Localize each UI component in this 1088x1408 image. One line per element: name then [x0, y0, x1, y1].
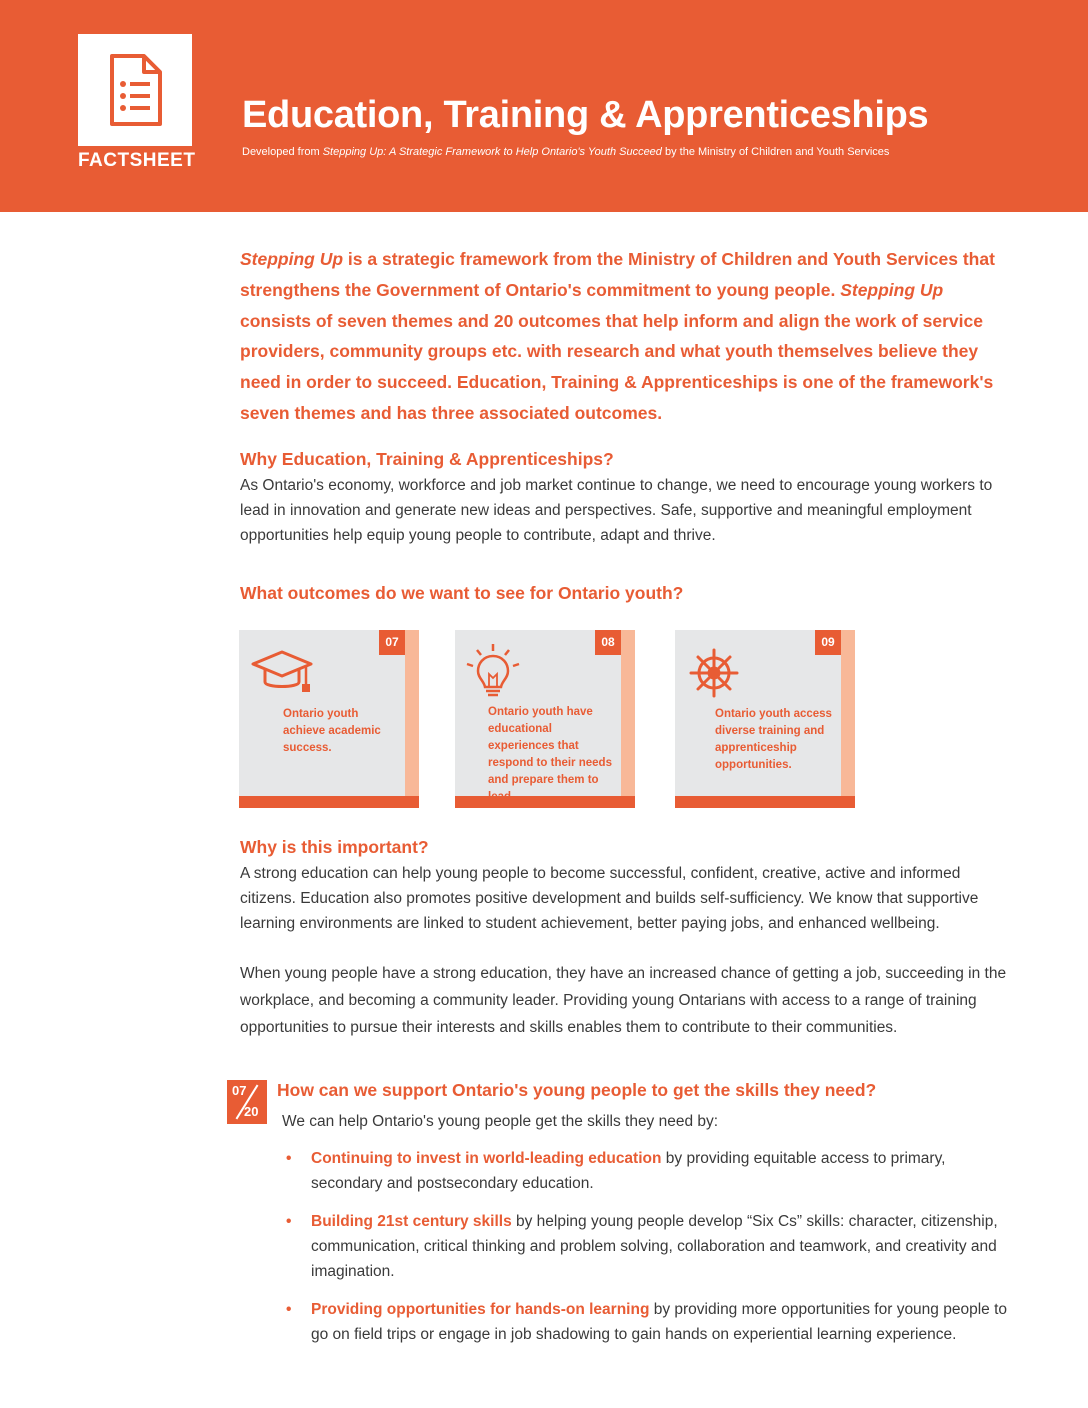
outcome-text: Ontario youth access diverse training and apprenticeship opportunities.	[715, 708, 832, 771]
card-base	[675, 796, 855, 808]
outcome-text: Ontario youth achieve academic success.	[283, 708, 381, 754]
document-list-icon	[108, 54, 162, 126]
card-edge	[405, 630, 419, 806]
outcome-count-badge: 07 20	[227, 1080, 267, 1124]
support-intro: We can help Ontario's young people get the skills they need by:	[282, 1113, 719, 1130]
lightbulb-icon	[463, 642, 523, 700]
card-edge	[841, 630, 855, 806]
important-paragraph-1: A strong education can help young people to become successful, confident, creative, active and informed citizens. Education also promotes positive development and builds self-sufficiency. We know that supportive learning environments are linked to student achievement, better paying jobs, and enhanced wellbeing.	[240, 865, 979, 932]
outcome-card-07	[239, 630, 405, 796]
intro-paragraph: Stepping Up is a strategic framework from the Ministry of Children and Youth Services that strengthens the Government of Ontario's commitment to young people. Stepping Up consists of seven themes and 20 outcomes that help inform and align the work of service providers, community groups etc. with research and what youth themselves believe they need in order to succeed. Education, Training & Apprenticeships is one of the framework's seven themes and has three associated outcomes.	[240, 249, 995, 423]
factsheet-logo	[78, 34, 192, 146]
important-heading: Why is this important?	[240, 837, 429, 857]
list-item: • Building 21st century skills by helping young people develop “Six Cs” skills: character, citizenship, communication, critical thinking and problem solving, collaboration and teamwork, and creativity and imagination.	[286, 1213, 998, 1280]
why-heading: Why Education, Training & Apprenticeships?	[240, 449, 614, 469]
factsheet-label: FACTSHEET	[78, 150, 196, 171]
important-paragraph-2: When young people have a strong education, they have an increased chance of getting a job, succeeding in the workplace, and becoming a community leader. Providing young Ontarians with access to a range of training opportunities to pursue their interests and skills enables them to contribute to their communities.	[240, 965, 1007, 1036]
card-edge	[621, 630, 635, 806]
outcome-number: 09	[815, 630, 841, 655]
list-item: • Providing opportunities for hands-on learning by providing more opportunities for young people to go on field trips or engage in job shadowing to gain hands on experiential learning experience.	[286, 1301, 1008, 1343]
outcome-card-09	[675, 630, 841, 796]
outcome-text: Ontario youth have educational experiences that respond to their needs and prepare them to lead.	[488, 706, 612, 803]
graduation-cap-icon	[251, 648, 313, 696]
outcome-number: 07	[379, 630, 405, 655]
why-body: As Ontario's economy, workforce and job market continue to change, we need to encourage young workers to lead in innovation and generate new ideas and perspectives. Safe, supportive and meaningful employment opportunities help equip young people to contribute, adapt and thrive.	[240, 477, 993, 544]
page-title: Education, Training & Apprenticeships	[242, 94, 929, 136]
header-banner	[0, 0, 1088, 212]
outcomes-heading: What outcomes do we want to see for Ontario youth?	[240, 583, 684, 603]
ship-wheel-icon	[689, 648, 739, 698]
support-heading: How can we support Ontario's young people to get the skills they need?	[277, 1080, 877, 1100]
outcome-card-08	[455, 630, 621, 803]
list-item: • Continuing to invest in world-leading education by providing equitable access to primary, secondary and postsecondary education.	[286, 1150, 946, 1192]
page-subtitle: Developed from Stepping Up: A Strategic Framework to Help Ontario's Youth Succeed by the Ministry of Children and Youth Services	[242, 146, 890, 158]
outcome-number: 08	[595, 630, 621, 655]
support-bullet-list	[286, 1146, 1016, 1360]
card-base	[239, 796, 419, 808]
